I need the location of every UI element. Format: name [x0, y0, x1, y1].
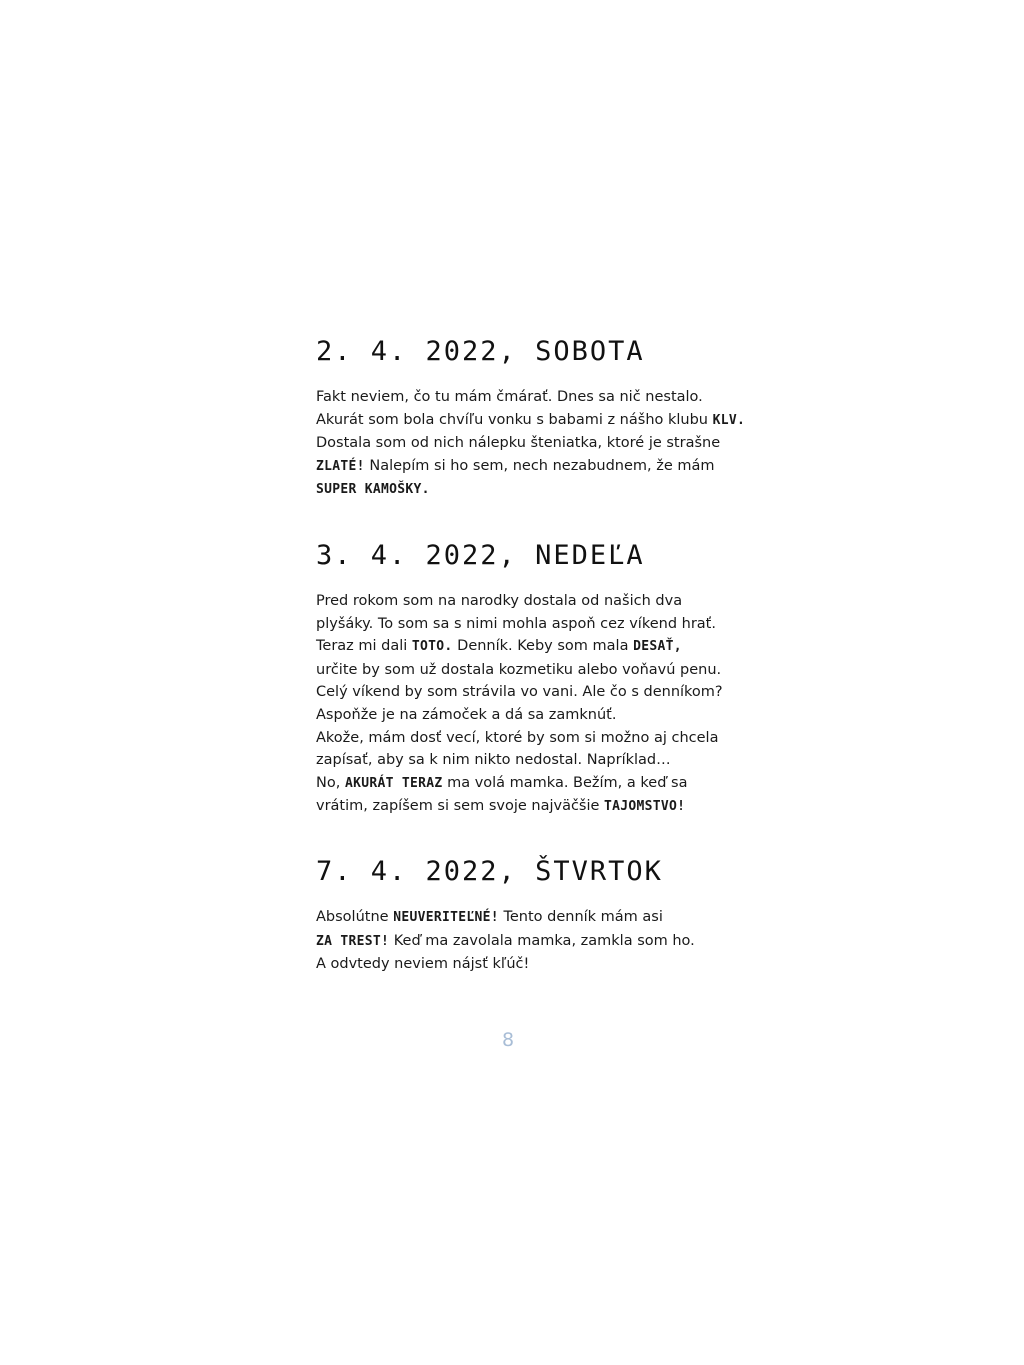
emphasized-text: TOTO.	[411, 639, 453, 655]
emphasized-text: DESAŤ,	[633, 639, 682, 655]
emphasized-text: NEUVERITEĽNÉ!	[393, 910, 499, 925]
text-segment: Keď ma zavolala mamka, zamkla som ho.	[389, 932, 695, 949]
text-line	[316, 659, 722, 682]
text-segment: Absolútne	[316, 909, 394, 925]
text-segment: Akože, mám dosť vecí, ktoré by som si možno aj chcela	[316, 729, 719, 746]
text-line	[316, 795, 716, 819]
emphasized-text: TAJOMSTVO!	[604, 799, 686, 815]
text-segment: Nalepím si ho sem, nech nezabudnem, že mám	[364, 457, 715, 474]
emphasized-text: ZLATÉ!	[316, 458, 365, 474]
text-line	[316, 704, 716, 727]
diary-entry	[316, 540, 723, 819]
text-segment: A odvtedy neviem nájsť kľúč!	[316, 956, 530, 973]
text-segment: Aspoňže je na zámoček a dá sa zamknúť.	[316, 706, 617, 723]
text-line	[316, 635, 716, 659]
diary-entry	[316, 336, 746, 502]
text-line	[316, 953, 716, 976]
text-line	[316, 749, 716, 772]
text-segment: Pred rokom som na narodky dostala od našich dva	[316, 593, 683, 609]
text-segment: ma volá mamka. Bežím, a keď sa	[442, 774, 688, 791]
text-line	[316, 681, 723, 704]
page-number: 8	[501, 1029, 515, 1051]
entry-heading: 3. 4. 2022, NEDEĽA	[316, 540, 645, 571]
text-segment: Denník. Keby som mala	[452, 638, 634, 655]
text-segment: plyšáky. To som sa s nimi mohla aspoň cez víkend hrať.	[316, 615, 716, 632]
entry-text	[316, 590, 723, 819]
text-line	[316, 478, 716, 502]
text-line	[316, 432, 721, 455]
text-line	[316, 455, 716, 479]
emphasized-text: AKURÁT TERAZ	[344, 775, 443, 791]
text-line	[316, 772, 716, 796]
entry-text	[316, 906, 716, 976]
emphasized-text: SUPER KAMOŠKY.	[316, 482, 430, 498]
entry-text	[316, 386, 746, 502]
emphasized-text: KLV.	[712, 412, 746, 428]
text-line	[316, 590, 716, 613]
text-segment: zapísať, aby sa k nim nikto nedostal. Napríklad…	[316, 752, 671, 769]
text-segment: Tento denník mám asi	[498, 909, 663, 925]
diary-entry	[316, 856, 716, 976]
text-segment: Teraz mi dali	[316, 638, 412, 655]
text-line	[316, 727, 719, 750]
emphasized-text: ZA TREST!	[316, 933, 390, 949]
text-line	[316, 386, 716, 409]
text-segment: Dostala som od nich nálepku šteniatka, ktoré je strašne	[316, 435, 721, 452]
text-line	[316, 930, 716, 954]
text-line	[316, 906, 716, 930]
text-line	[316, 613, 716, 636]
text-segment: No,	[316, 774, 345, 791]
text-segment: Akurát som bola chvíľu vonku s babami z nášho klubu	[316, 411, 713, 428]
entry-heading: 7. 4. 2022, ŠTVRTOK	[316, 856, 663, 887]
text-segment: Celý víkend by som strávila vo vani. Ale čo s denníkom?	[316, 684, 723, 701]
text-segment: určite by som už dostala kozmetiku alebo voňavú penu.	[316, 661, 722, 678]
text-segment: Fakt neviem, čo tu mám čmárať. Dnes sa nič nestalo.	[316, 389, 703, 405]
text-line	[316, 409, 746, 433]
entry-heading: 2. 4. 2022, SOBOTA	[316, 336, 645, 367]
text-segment: vrátim, zapíšem si sem svoje najväčšie	[316, 798, 605, 815]
